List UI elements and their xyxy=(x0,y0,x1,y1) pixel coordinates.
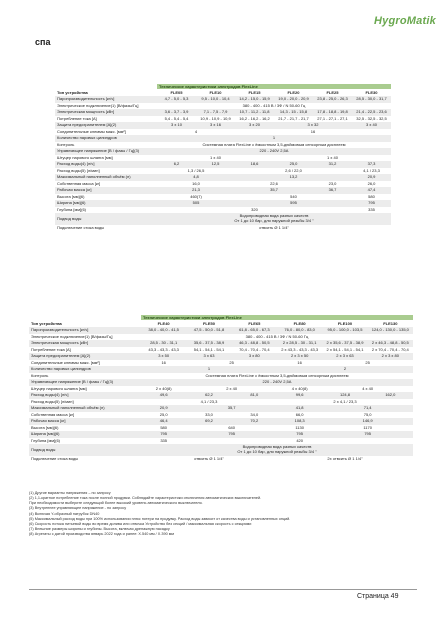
cell: 34,0 xyxy=(250,411,259,417)
cell: 23,8 - 25,0 - 26,3 xyxy=(313,96,352,103)
header-model: FLE80 xyxy=(293,320,306,326)
cell: 2 x 3 x 80 xyxy=(368,353,413,360)
cell: 220 - 240V 2,5A xyxy=(141,379,413,386)
cell: 43,3 - 43,3 - 43,3 xyxy=(148,346,179,352)
cell: 28,5 - 30 - 31,1 xyxy=(141,340,186,347)
row-label: Собственная масса [кг] xyxy=(57,180,101,186)
cell: 2 x 43,3 - 43,3 - 43,3 xyxy=(281,346,319,352)
row-label: Глубина [мм](6) xyxy=(57,206,87,212)
cell: 795 xyxy=(141,431,186,438)
cell: 25,0 xyxy=(274,161,313,168)
cell: 4,1 / 23,3 xyxy=(363,167,380,173)
row-label: Рабочая масса [кг] xyxy=(55,187,157,194)
cell: отвсить Ø 1 1/4" xyxy=(259,225,289,231)
cell: 4 x 40(8) xyxy=(291,385,308,391)
footer-divider xyxy=(29,589,417,590)
row-label: Потребление тока [A] xyxy=(57,115,97,121)
cell: 4,7 - 5,0 - 5,3 xyxy=(157,96,196,103)
cell: 21,4 - 22,5 - 23,6 xyxy=(352,109,391,116)
band-title: Технические характеристики электродов FlexLine xyxy=(141,315,413,320)
row-label: Подключение стока воды xyxy=(57,225,105,231)
row-label: Подвод воды xyxy=(29,444,141,456)
cell: 37,3 xyxy=(352,161,391,168)
cell: 4,1 / 23,3 xyxy=(200,398,218,404)
table-row xyxy=(29,456,413,463)
cell: 595 xyxy=(235,200,352,207)
row-label: Электрическое подключение(1) [В/фазы/Гц] xyxy=(31,333,113,339)
cell: 124,0 - 130,0 - 135,0 xyxy=(368,327,413,334)
cell: 35,7 xyxy=(186,405,277,412)
header-model: FLE130 xyxy=(383,320,398,326)
cell: 9,5 - 10,0 - 10,4 xyxy=(196,96,235,103)
cell: 2 x 70,4 - 70,4 - 70,4 xyxy=(371,346,409,352)
cell: 320 xyxy=(251,206,258,212)
row-label: Подключение стока воды xyxy=(31,456,79,462)
cell: 3 x 40 xyxy=(352,122,391,129)
row-label: Ширина [мм](6) xyxy=(29,431,141,438)
header-device-type: Тип устройства xyxy=(57,89,88,95)
cell: 4,8 xyxy=(157,174,235,181)
cell: 540 xyxy=(290,193,297,199)
table-row xyxy=(29,444,413,456)
cell: 6,2 xyxy=(157,161,196,168)
cell: 1 xyxy=(157,135,391,142)
cell: 31,2 xyxy=(313,161,352,168)
cell: 26,0 xyxy=(367,180,376,186)
cell: 69,2 xyxy=(186,418,231,425)
cell: 10,9 - 10,9 - 10,9 xyxy=(200,115,231,121)
row-label: Расход воды(5) [л/мин] xyxy=(31,398,74,404)
cell: 13,2 xyxy=(235,174,352,181)
cell: 162,0 xyxy=(368,392,413,399)
row-label: Максимальный наполненный объём (л) xyxy=(29,405,141,412)
row-label: Защита предохранителем [A](2) xyxy=(55,122,157,129)
cell: 420 xyxy=(296,437,303,443)
cell: 16 xyxy=(297,359,302,365)
cell: 27,1 - 27,1 - 27,1 xyxy=(317,115,348,121)
cell: 2x отвсить Ø 1 1/4" xyxy=(327,456,363,462)
cell: 380 - 400 - 415 В / 3Ф / N 50-60 Гц xyxy=(245,333,309,339)
cell: 2 x 35,6 - 37,5 - 38,9 xyxy=(322,340,367,347)
cell: 25,0 xyxy=(159,411,168,417)
header-model: FLE15 xyxy=(248,89,261,95)
footnote: (6) Скорость потока питьевой воды во время долива или отвочка Устройство без секций / максимальная скорость с секциями xyxy=(29,521,252,526)
cell: 2 x 4,1 / 23,3 xyxy=(333,398,357,404)
row-label: Рабочая масса [кг] xyxy=(29,418,141,425)
cell: 3 x 50 xyxy=(141,353,186,360)
cell: 20,9 xyxy=(141,405,186,412)
cell: 460(7) xyxy=(190,193,202,199)
cell: 4 xyxy=(194,128,198,134)
cell: 2 x 40 xyxy=(226,385,238,391)
row-label: Электрическое подключение(1) [В/фазы/Гц] xyxy=(57,102,139,108)
row-label: Электрическая мощность [кВт] xyxy=(29,340,141,347)
cell: 18,6 xyxy=(235,161,274,168)
cell: 46,4 xyxy=(141,418,186,425)
cell: 62,2 xyxy=(186,392,231,399)
cell: 61,8 - 65,0 - 67,3 xyxy=(232,327,277,334)
header-model: FLE05 xyxy=(170,89,183,95)
cell: 580 xyxy=(368,193,375,199)
cell: 1 x 40 xyxy=(327,154,338,160)
header-model: FLE30 xyxy=(365,89,378,95)
cell: 4 x 40 xyxy=(362,385,374,391)
cell: 505 xyxy=(157,200,235,207)
cell: 3,6 - 3,7 - 3,9 xyxy=(157,109,196,116)
cell: 2 x 46,3 - 48,8 - 50,5 xyxy=(368,340,413,347)
cell: 2,6 / 22,0 xyxy=(285,167,302,173)
section-title: спа xyxy=(35,37,51,47)
cell: 75,0 xyxy=(363,411,372,417)
cell: 10,7 - 11,2 - 11,8 xyxy=(235,109,274,116)
cell: 32,5 - 32,5 - 32,5 xyxy=(356,115,387,121)
cell: 25 xyxy=(229,359,234,365)
cell: 3 x 80 xyxy=(232,353,277,360)
cell: 19,0 - 20,0 - 20,9 xyxy=(274,96,313,103)
cell: 3 x 32 xyxy=(274,122,352,129)
cell: 20,9 xyxy=(352,174,391,181)
cell: 795 xyxy=(277,431,322,438)
row-label: Максимальный наполненный объём (л) xyxy=(55,174,157,181)
row-label: Штуцер парового шланга [мм] xyxy=(31,385,87,391)
row-label: Управляющее напряжение [В / фазы / Гц](3) xyxy=(55,148,157,155)
page-number: Страница 49 xyxy=(357,593,399,600)
header-model: FLE40 xyxy=(157,320,170,326)
cell: 38,0 - 40,0 - 41,5 xyxy=(141,327,186,334)
footnote: (5) Максимальный расход воды при 100% использовании плюс потери на продувку. Расход воды зависит от качества воды и установленных опций. xyxy=(29,516,291,521)
cell: 28,5 - 30,0 - 31,7 xyxy=(352,96,391,103)
row-label: Глубина [мм](6) xyxy=(31,437,61,443)
cell: 47,4 xyxy=(352,187,391,194)
cell: 22,6 xyxy=(270,180,278,186)
row-label: Высота [мм](6) xyxy=(57,193,85,199)
cell: 49,6 xyxy=(141,392,186,399)
row-label: Ширина [мм](6) xyxy=(55,200,157,207)
cell: 580 xyxy=(160,424,167,430)
row-label: Штуцер парового шланга [мм] xyxy=(57,154,113,160)
table-row xyxy=(55,225,391,232)
footnote: (8) Агрегаты с датой производства январь 2022 года и ранее: Х.540 мм / Х.390 мм xyxy=(29,532,174,536)
cell: 1 x 40 xyxy=(210,154,221,160)
cell: 640 xyxy=(228,424,235,430)
cell: 3 x 16 xyxy=(196,122,235,129)
cell: 2 x 28,5 - 30 - 31,1 xyxy=(277,340,322,347)
header-model: FLE25 xyxy=(326,89,339,95)
footnote: (7) Внешние размеры ширины и глубины. Высота, включая дренажную насадку xyxy=(29,526,170,531)
cell: 36,7 xyxy=(313,187,352,194)
cell: 71,4 xyxy=(322,405,413,412)
row-label: Защита предохранителем [A](2) xyxy=(29,353,141,360)
cell: 1170 xyxy=(363,424,372,430)
header-model: FLE10 xyxy=(209,89,222,95)
cell: 146,9 xyxy=(322,418,413,425)
header-model: FLE65 xyxy=(248,320,261,326)
footnote: (2) 1,1-кратное потребление тока после полной продувки. Соблюдайте характеристики отключения автоматических выключателей. xyxy=(29,496,262,501)
cell: 47,5 - 50,0 - 51,8 xyxy=(186,327,231,334)
specs-table-2 xyxy=(29,315,413,463)
cell: 35,7 xyxy=(235,187,313,194)
cell: 70,2 xyxy=(232,418,277,425)
cell: 2 xyxy=(277,366,413,373)
cell: 2 x 40(8) xyxy=(155,385,172,391)
cell: 46,3 - 48,8 - 50,5 xyxy=(232,340,277,347)
cell: 1,3 / 26,5 xyxy=(187,167,205,173)
footnote: (4) Включая Y-образный патрубок DN40 xyxy=(29,511,100,516)
cell: Системная плата FlexLine с ёмкостным 3,5-дюймовым сенсорным дисплеем xyxy=(202,141,346,147)
header-model: FLE20 xyxy=(287,89,300,95)
header-model: FLE100 xyxy=(337,320,353,326)
cell: 2 x 3 x 63 xyxy=(322,353,367,360)
cell: 17,8 - 18,8 - 19,8 xyxy=(313,109,352,116)
cell: 99,6 xyxy=(277,392,322,399)
header-device-type: Тип устройства xyxy=(31,320,62,326)
row-label: Электрическая мощность [кВт] xyxy=(55,109,157,116)
cell: Системная плата FlexLine с ёмкостным 3,5-дюймовым сенсорным дисплеем xyxy=(205,372,349,378)
row-label: Потребление тока [A] xyxy=(31,346,71,352)
cell: 795 xyxy=(186,431,277,438)
row-label: Расход воды(4) [л/ч] xyxy=(29,392,141,399)
cell: 335 xyxy=(368,206,375,212)
cell: отвсить Ø 1 1/4" xyxy=(194,456,224,462)
cell: 76,0 - 80,0 - 83,0 xyxy=(277,327,322,334)
row-label: Управляющее напряжение [В / фазы / Гц](3) xyxy=(29,379,141,386)
cell: 795 xyxy=(322,431,413,438)
row-label: Контроль xyxy=(57,141,75,147)
cell: 16,2 - 16,2 - 16,2 xyxy=(239,115,270,121)
cell: 21,3 xyxy=(157,187,235,194)
band-title: Технические характеристики электродов FlexLine xyxy=(157,84,391,89)
cell: 66,0 xyxy=(295,411,304,417)
cell: 54,1 - 54,1 - 54,1 xyxy=(193,346,225,352)
row-label: Расход воды(4) [л/ч] xyxy=(55,161,157,168)
cell: 16 xyxy=(310,128,316,134)
cell: 16,0 xyxy=(192,180,200,186)
cell: 3 x 20 xyxy=(235,122,274,129)
row-label: Подвод воды xyxy=(55,213,157,225)
cell: 23,0 xyxy=(328,180,337,186)
row-label: Количество паровых цилиндров xyxy=(29,366,141,373)
cell: 12,5 xyxy=(196,161,235,168)
cell: 2 x 3 x 50 xyxy=(277,353,322,360)
specs-table-1 xyxy=(55,84,391,232)
cell: 7,1 - 7,5 - 7,9 xyxy=(196,109,235,116)
cell: 41,8 xyxy=(277,405,322,412)
cell: 795 xyxy=(352,200,391,207)
cell: 3 x 63 xyxy=(186,353,231,360)
cell: 2 x 54,1 - 54,1 - 54,1 xyxy=(326,346,364,352)
cell: 335 xyxy=(160,437,167,443)
row-label: Соединительные клеммы макс. [мм²] xyxy=(57,128,126,134)
cell: 35,6 - 37,5 - 38,9 xyxy=(186,340,231,347)
cell: 16 xyxy=(161,359,166,365)
cell: 5,4 - 5,4 - 5,4 xyxy=(164,115,189,121)
cell: 3 x 10 xyxy=(157,122,196,129)
cell: Водопроводная вода разных качеств От 1 до 10 бар, для наружной резьбы 3/4 " xyxy=(157,213,391,225)
cell: 220 - 240V 2,5A xyxy=(157,148,391,155)
cell: 21,7 - 21,7 - 21,7 xyxy=(278,115,309,121)
cell: 81,0 xyxy=(232,392,277,399)
row-label: Расход воды(5) [л/мин] xyxy=(57,167,100,173)
footnote: (3) Внутреннее управляющее напряжение - по запросу xyxy=(29,506,127,511)
footnote: (1) Другие варианты напряжения – по запросу xyxy=(29,491,111,495)
row-label: Паропроизводительность [кг/ч] xyxy=(55,96,157,103)
cell: 70,4 - 70,4 - 70,4 xyxy=(239,346,270,352)
table-row xyxy=(55,213,391,225)
cell: 380 - 400 - 415 В / 3Ф / N 50-60 Гц xyxy=(242,102,306,108)
brand-logo: HygroMatik xyxy=(374,15,436,27)
footnote: При необходимости выберите следующий более высокий уровень автоматического выключателя. xyxy=(29,501,203,506)
row-label: Высота [мм](6) xyxy=(31,424,59,430)
cell: 95,0 - 100,0 - 103,5 xyxy=(322,327,367,334)
footnotes xyxy=(29,491,419,537)
cell: Водопроводная вода разных качеств От 1 до 10 бар, для наружной резьбы 3/4 " xyxy=(141,444,413,456)
row-label: Контроль xyxy=(31,372,49,378)
cell: 33,0 xyxy=(205,411,213,417)
cell: 14,3 - 15 - 15,8 xyxy=(274,109,313,116)
cell: 124,8 xyxy=(322,392,367,399)
row-label: Собственная масса [кг] xyxy=(31,411,75,417)
row-label: Паропроизводительность [кг/ч] xyxy=(29,327,141,334)
cell: 1130 xyxy=(295,424,304,430)
cell: 108,3 xyxy=(277,418,322,425)
row-label: Количество паровых цилиндров xyxy=(55,135,157,142)
cell: 1 xyxy=(141,366,277,373)
header-model: FLE50 xyxy=(202,320,215,326)
row-label: Соединительные клеммы макс. [мм²] xyxy=(31,359,100,365)
cell: 25 xyxy=(365,359,370,365)
cell: 14,2 - 15,0 - 15,9 xyxy=(235,96,274,103)
